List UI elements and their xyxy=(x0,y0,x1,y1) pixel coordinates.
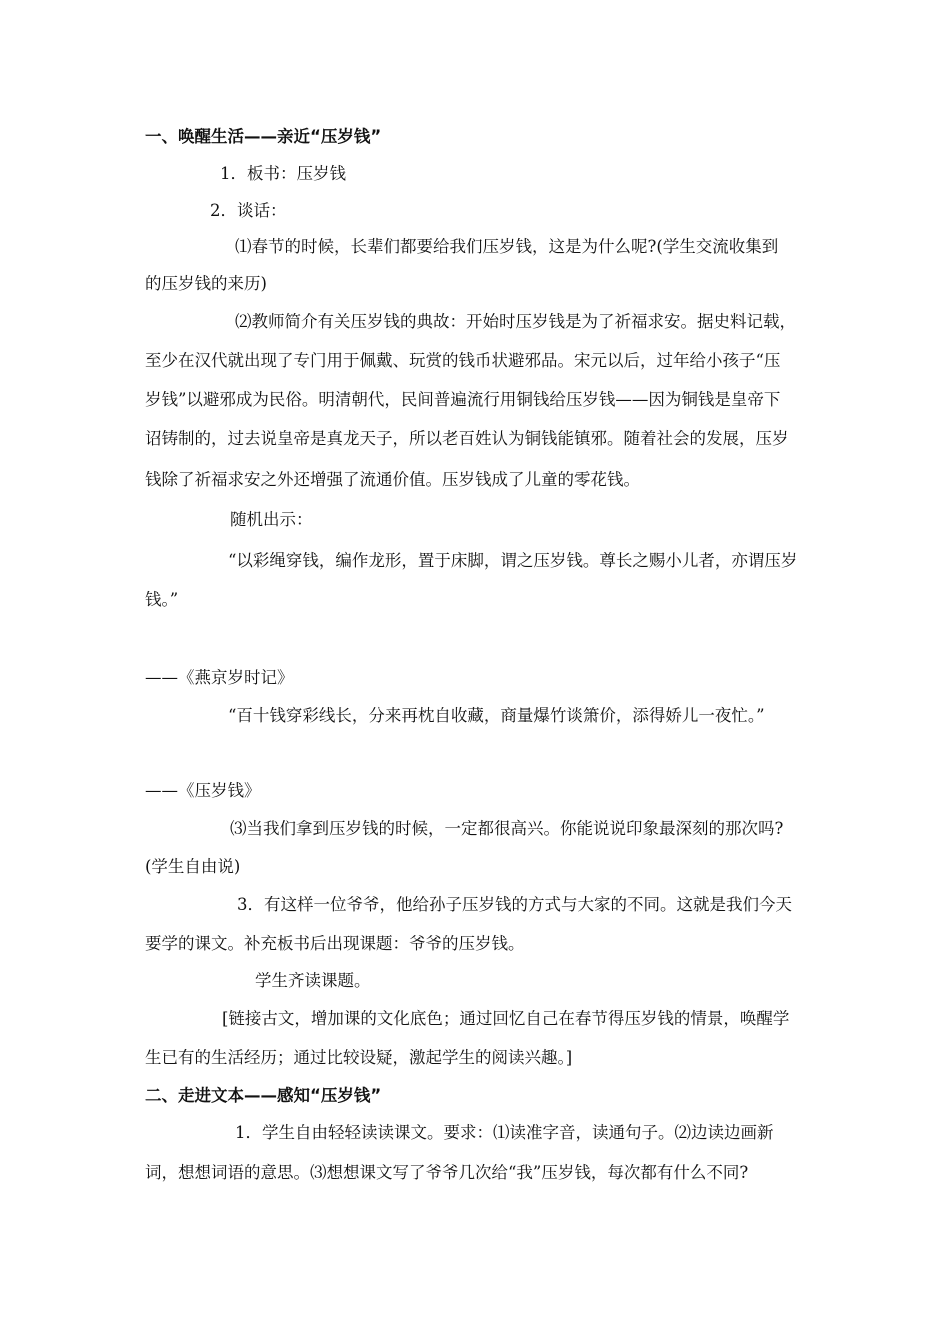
list-item-3: 3．有这样一位爷爷，他给孙子压岁钱的方式与大家的不同。这就是我们今天 xyxy=(237,895,792,914)
paragraph-line: 1．学生自由轻轻读读课文。要求：⑴读准字音，读通句子。⑵边读边画新 xyxy=(235,1123,774,1142)
paragraph-line: 学生齐读课题。 xyxy=(255,971,371,990)
paragraph-line: ⑵教师简介有关压岁钱的典故：开始时压岁钱是为了祈福求安。据史料记载， xyxy=(235,312,796,331)
paragraph-line: 的压岁钱的来历) xyxy=(145,274,267,293)
paragraph-line: 要学的课文。补充板书后出现课题：爷爷的压岁钱。 xyxy=(145,934,525,953)
section-heading-2: 二、走进文本——感知“压岁钱” xyxy=(145,1086,382,1105)
paragraph-line: 至少在汉代就出现了专门用于佩戴、玩赏的钱币状避邪品。宋元以后，过年给小孩子“压 xyxy=(145,351,781,370)
list-item-1: 1．板书：压岁钱 xyxy=(220,164,346,183)
paragraph-line: ⑶当我们拿到压岁钱的时候，一定都很高兴。你能说说印象最深刻的那次吗? xyxy=(230,819,784,838)
show-label: 随机出示： xyxy=(230,510,313,529)
paragraph-line: (学生自由说) xyxy=(145,857,241,876)
paragraph-line: 词，想想词语的意思。⑶想想课文写了爷爷几次给“我”压岁钱，每次都有什么不同? xyxy=(145,1163,749,1182)
teaching-note: 生已有的生活经历；通过比较设疑，激起学生的阅读兴趣。] xyxy=(145,1048,573,1067)
list-item-2: 2．谈话： xyxy=(210,201,287,220)
quote-line: “百十钱穿彩线长，分来再枕自收藏，商量爆竹谈箫价，添得娇儿一夜忙。” xyxy=(228,706,765,725)
paragraph-line: ⑴春节的时候，长辈们都要给我们压岁钱，这是为什么呢?(学生交流收集到 xyxy=(235,237,779,256)
quote-line: “以彩绳穿钱，编作龙形，置于床脚，谓之压岁钱。尊长之赐小儿者，亦谓压岁 xyxy=(228,551,798,570)
quote-source: ——《燕京岁时记》 xyxy=(145,668,294,687)
paragraph-line: 岁钱”以避邪成为民俗。明清朝代，民间普遍流行用铜钱给压岁钱——因为铜钱是皇帝下 xyxy=(145,390,781,409)
paragraph-line: 诏铸制的，过去说皇帝是真龙天子，所以老百姓认为铜钱能镇邪。随着社会的发展，压岁 xyxy=(145,429,789,448)
quote-source: ——《压岁钱》 xyxy=(145,781,261,800)
quote-line: 钱。” xyxy=(145,590,179,609)
section-heading-1: 一、唤醒生活——亲近“压岁钱” xyxy=(145,127,382,146)
paragraph-line: 钱除了祈福求安之外还增强了流通价值。压岁钱成了儿童的零花钱。 xyxy=(145,470,640,489)
teaching-note: [链接古文，增加课的文化底色；通过回忆自己在春节得压岁钱的情景，唤醒学 xyxy=(222,1009,790,1028)
